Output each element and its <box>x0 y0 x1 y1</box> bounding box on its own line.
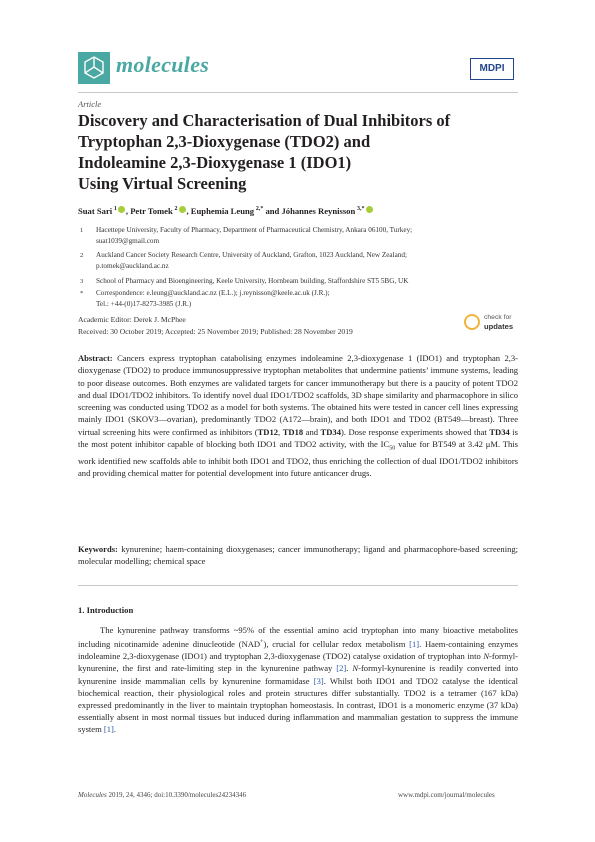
academic-editor: Academic Editor: Derek J. McPhee <box>78 315 186 324</box>
publication-dates: Received: 30 October 2019; Accepted: 25 November 2019; Published: 28 November 2019 <box>78 327 353 336</box>
affiliation-text: Auckland Cancer Society Research Centre, University of Auckland, Grafton, 1023 Auckland, New Zealand; <box>96 251 407 259</box>
section-heading: 1. Introduction <box>78 605 134 615</box>
author-name[interactable]: Petr Tomek <box>130 206 173 216</box>
section-divider <box>78 585 518 586</box>
correspondence <box>80 288 520 310</box>
footer-citation: Molecules 2019, 24, 4346; doi:10.3390/molecules24234346 <box>78 791 247 799</box>
correspondence-text[interactable]: Correspondence: e.leung@auckland.ac.nz (E.L.); j.reynisson@keele.ac.uk (J.R.); <box>96 289 330 297</box>
correspondence-phone: Tel.: +44-(0)17-8273-3985 (J.R.) <box>96 300 192 308</box>
citation-link[interactable]: [1] <box>409 639 420 650</box>
author-name[interactable]: Euphemia Leung <box>190 206 255 216</box>
journal-name: molecules <box>116 52 210 77</box>
affiliation-text: School of Pharmacy and Bioengineering, Keele University, Hornbeam building, Staffordshire ST5 5BG, UK <box>96 277 409 285</box>
keywords-label: Keywords: <box>78 544 118 554</box>
author-affiliation-mark: 1 <box>113 206 117 213</box>
affiliation-3 <box>80 276 520 287</box>
author-list: Suat Sari $^1$ , Petr Tomek $^2$ , Euphemia Leung $^{2,*}$ and Jóhannes Reynisson $^{3,*}$ <box>78 206 374 216</box>
journal-logo-icon <box>78 52 110 84</box>
affiliation-1 <box>80 225 520 247</box>
affiliation-text: Hacettepe University, Faculty of Pharmacy, Department of Pharmaceutical Chemistry, Ankara 06100, Turkey; <box>96 226 413 234</box>
author-affiliation-mark: 3,* <box>357 206 365 213</box>
affiliation-mark: * <box>80 290 84 297</box>
orcid-icon[interactable] <box>179 206 186 213</box>
author-affiliation-mark: 2,* <box>255 206 264 213</box>
title-line: Discovery and Characterisation of Dual Inhibitors of <box>78 111 451 130</box>
affiliation-email[interactable]: suat1039@gmail.com <box>96 237 160 245</box>
keywords: Keywords: kynurenine; haem-containing dioxygenases; cancer immunotherapy; ligand and pharmacophore-based screening; molecular modelling; chemical space <box>78 544 518 567</box>
author-name[interactable]: Jóhannes Reynisson <box>281 206 356 216</box>
orcid-icon[interactable] <box>366 206 373 213</box>
affiliation-mark: 3 <box>80 278 84 285</box>
affiliation-2 <box>80 250 520 272</box>
header-divider <box>78 92 518 93</box>
abstract: Abstract: Cancers express tryptophan catabolising enzymes indoleamine 2,3-dioxygenase 1 (IDO1) and tryptophan 2,3-dioxygenase (TDO2) to produce immunosuppressive tryptophan metabolites that undermine patients’ immune systems, leading to poor disease outcomes. Both enzymes are validated targets for cancer immunotherapy but there is a paucity of potent TDO2 and dual IDO1/TDO2 inhibitors. To identify novel dual IDO1/TDO2 scaffolds, 3D shape similarity and pharmacophore in silico screening was conducted using TDO2 as a model for both systems. The obtained hits were tested in cancer cell lines expressing mainly IDO1 (SKOV3—ovarian), predominantly TDO2 (A172—brain), and both IDO1 and TDO2 (BT549—breast). Three virtual screening hits were confirmed as inhibitors (TD12, TD18 and TD34). Dose response experiments showed that TD34 is the most potent inhibitor capable of blocking both IDO1 and TDO2 activity, with the $IC_{50}$ value for BT549 at 3.42 μM. This work identified new scaffolds able to inhibit both IDO1 and TDO2, thus enriching the collection of dual IDO1/TDO2 inhibitors and providing chemical matter for potential development into future anticancer drugs. <box>78 353 518 479</box>
author-affiliation-mark: 2 <box>174 206 178 213</box>
article-type: Article <box>78 99 102 109</box>
title-line: Indoleamine 2,3-Dioxygenase 1 (IDO1) <box>78 153 352 172</box>
citation-link[interactable]: [2] <box>336 663 347 674</box>
article-title <box>78 110 528 194</box>
affiliation-mark: 2 <box>80 252 84 259</box>
check-updates-icon <box>464 314 480 330</box>
footer-url[interactable]: www.mdpi.com/journal/molecules <box>398 791 495 799</box>
title-line: Using Virtual Screening <box>78 174 247 193</box>
affiliation-mark: 1 <box>80 227 84 234</box>
introduction-paragraph: The kynurenine pathway transforms ~95% of the essential amino acid tryptophan into many bioactive metabolites including nicotinamide adenine dinucleotide (NAD+), crucial for cellular redox metabolism [1]. Haem-containing enzymes indoleamine 2,3-dioxygenase (IDO1) and tryptophan 2,3-dioxygenase (TDO2) catalyse oxidation of tryptophan into N-formyl-kynurenine, the first and rate-limiting step in the kynurenine pathway [2]. N-formyl-kynurenine is readily converted into kynurenine inside mammalian cells by kynurenine formamidase [3]. Whilst both IDO1 and TDO2 catalyse the identical biochemical reaction, their physiological roles and protein structures differ substantially. TDO2 is a tetramer (167 kDa) expressed predominantly in the liver to maintain tryptophan homeostasis. In contrast, IDO1 is a monomeric enzyme (37 kDa) essentially absent in most normal tissues but induced during inflammation and mammalian gestation to suppress the immune system [1]. <box>78 625 518 735</box>
publisher-logo[interactable]: MDPI <box>470 58 514 80</box>
orcid-icon[interactable] <box>118 206 125 213</box>
citation-link[interactable]: [1] <box>103 724 114 735</box>
citation-link[interactable]: [3] <box>313 675 324 686</box>
check-for-updates-button[interactable]: check for updates <box>464 313 524 335</box>
author-name[interactable]: Suat Sari <box>78 206 113 216</box>
abstract-label: Abstract: <box>78 353 113 363</box>
affiliation-email[interactable]: p.tomek@auckland.ac.nz <box>96 262 169 270</box>
title-line: Tryptophan 2,3-Dioxygenase (TDO2) and <box>78 132 371 151</box>
